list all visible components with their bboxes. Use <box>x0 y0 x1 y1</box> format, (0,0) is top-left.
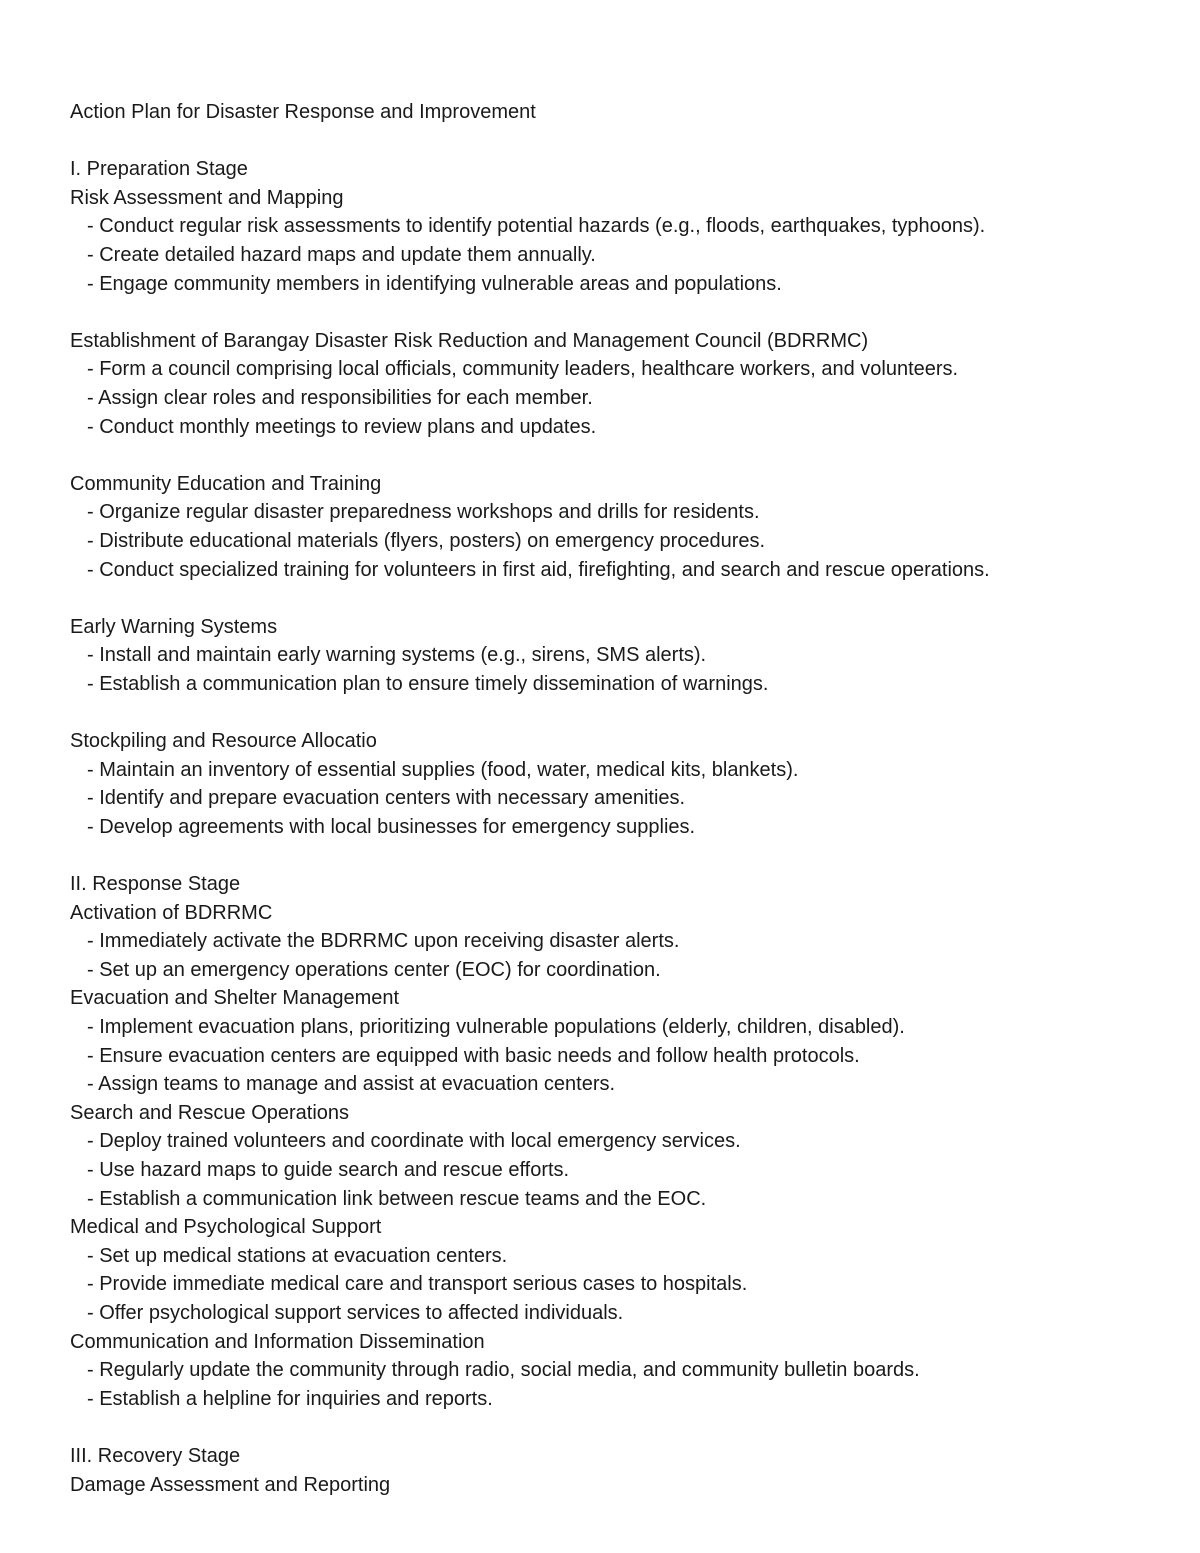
bullet-item: - Deploy trained volunteers and coordinate with local emergency services. <box>87 1130 741 1153</box>
bullet-item: - Use hazard maps to guide search and rescue efforts. <box>87 1158 570 1181</box>
bullet-item: - Offer psychological support services to affected individuals. <box>87 1301 624 1324</box>
bullet-item: - Set up an emergency operations center (EOC) for coordination. <box>87 958 661 981</box>
document-title: Action Plan for Disaster Response and Improvement <box>70 101 536 123</box>
blank-line <box>70 298 1160 327</box>
bullet-item: - Assign teams to manage and assist at evacuation centers. <box>87 1073 616 1096</box>
bullet-item: - Immediately activate the BDRRMC upon receiving disaster alerts. <box>87 930 680 953</box>
section-heading: I. Preparation Stage <box>70 158 248 181</box>
bullet-item: - Assign clear roles and responsibilities for each member. <box>87 386 593 409</box>
section-heading: Search and Rescue Operations <box>70 1101 350 1124</box>
section-heading: Risk Assessment and Mapping <box>70 186 344 209</box>
bullet-item: - Set up medical stations at evacuation centers. <box>87 1244 508 1267</box>
blank-line <box>70 841 1160 870</box>
bullet-item: - Create detailed hazard maps and update them annually. <box>87 243 596 266</box>
section-heading: Evacuation and Shelter Management <box>70 987 400 1010</box>
bullet-item: - Organize regular disaster preparedness workshops and drills for residents. <box>87 501 760 524</box>
blank-line <box>70 584 1160 613</box>
bullet-item: - Identify and prepare evacuation centers with necessary amenities. <box>87 787 686 810</box>
section-heading: Establishment of Barangay Disaster Risk Reduction and Management Council (BDRRMC) <box>70 329 869 352</box>
bullet-item: - Provide immediate medical care and transport serious cases to hospitals. <box>87 1273 748 1296</box>
document-lines <box>70 127 1160 1500</box>
blank-line <box>70 441 1160 470</box>
blank-line <box>70 127 1160 156</box>
section-heading: Stockpiling and Resource Allocatio <box>70 730 377 753</box>
bullet-item: - Conduct specialized training for volunteers in first aid, firefighting, and search and rescue operations. <box>87 558 990 581</box>
bullet-item: - Install and maintain early warning systems (e.g., sirens, SMS alerts). <box>87 644 707 667</box>
bullet-item: - Establish a communication link between rescue teams and the EOC. <box>87 1187 707 1210</box>
bullet-item: - Establish a helpline for inquiries and reports. <box>87 1387 493 1410</box>
section-heading: II. Response Stage <box>70 873 241 896</box>
section-heading: Early Warning Systems <box>70 615 278 638</box>
bullet-item: - Maintain an inventory of essential supplies (food, water, medical kits, blankets). <box>87 758 799 781</box>
section-heading: Activation of BDRRMC <box>70 901 273 924</box>
document-body <box>70 98 1160 1499</box>
section-heading: III. Recovery Stage <box>70 1444 241 1467</box>
section-heading: Medical and Psychological Support <box>70 1216 382 1239</box>
bullet-item: - Conduct regular risk assessments to identify potential hazards (e.g., floods, earthquakes, typhoons). <box>87 215 986 238</box>
bullet-item: - Develop agreements with local businesses for emergency supplies. <box>87 815 696 838</box>
section-heading: Damage Assessment and Reporting <box>70 1473 391 1496</box>
section-heading: Communication and Information Dissemination <box>70 1330 485 1353</box>
bullet-item: - Engage community members in identifying vulnerable areas and populations. <box>87 272 782 295</box>
bullet-item: - Form a council comprising local officials, community leaders, healthcare workers, and volunteers. <box>87 358 959 381</box>
blank-line <box>70 1413 1160 1442</box>
bullet-item: - Regularly update the community through radio, social media, and community bulletin boards. <box>87 1359 920 1382</box>
bullet-item: - Ensure evacuation centers are equipped with basic needs and follow health protocols. <box>87 1044 860 1067</box>
bullet-item: - Implement evacuation plans, prioritizing vulnerable populations (elderly, children, disabled). <box>87 1016 905 1038</box>
section-heading: Community Education and Training <box>70 472 382 495</box>
bullet-item: - Conduct monthly meetings to review plans and updates. <box>87 415 597 438</box>
bullet-item: - Establish a communication plan to ensure timely dissemination of warnings. <box>87 672 769 695</box>
blank-line <box>70 698 1160 727</box>
bullet-item: - Distribute educational materials (flyers, posters) on emergency procedures. <box>87 529 766 552</box>
